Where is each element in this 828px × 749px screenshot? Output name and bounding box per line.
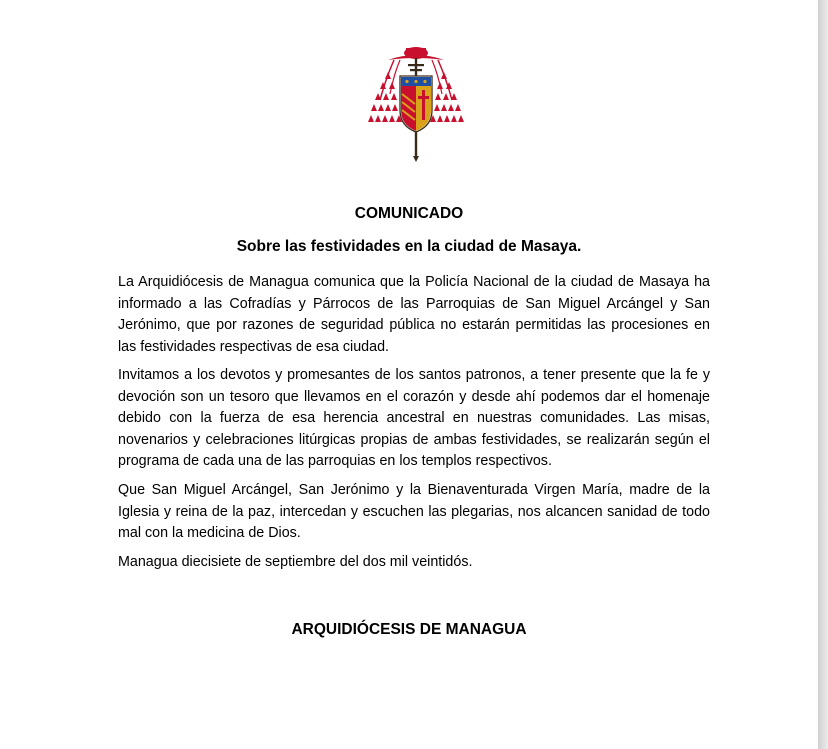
paragraph-announcement: La Arquidiócesis de Managua comunica que la Policía Nacional de la ciudad de Masaya ha informado a las Cofradías y Párrocos de las Parroquias de San Miguel Arcángel y San Jerónimo, que por razones de seguridad pública no estarán permitidas las procesiones en las festividades respectivas de esa ciudad. [118,274,710,355]
coat-of-arms-icon [366,38,466,162]
page-edge-shadow [818,0,828,749]
document-title: COMUNICADO [354,205,464,222]
paragraph-date: Managua diecisiete de septiembre del dos mil veintidós. [118,554,473,570]
paragraph-prayer: Que San Miguel Arcángel, San Jerónimo y la Bienaventurada Virgen María, madre de la Iglesia y reina de la paz, intercedan y escuchen las plegarias, nos alcancen sanidad de todo mal con la medicina de Dios. [118,482,710,541]
document-subtitle: Sobre las festividades en la ciudad de Masaya. [236,238,582,255]
paragraph-invitation: Invitamos a los devotos y promesantes de los santos patronos, a tener presente que la fe y devoción son un tesoro que llevamos en el corazón y desde ahí podemos dar el homenaje debido con la fuerza de esa herencia ancestral en nuestras comunidades. Las misas, novenarios y celebraciones litúrgicas propias de ambas festividades, se realizarán según el programa de cada una de las parroquias en los templos respectivos. [118,367,710,469]
signature: ARQUIDIÓCESIS DE MANAGUA [291,621,527,638]
